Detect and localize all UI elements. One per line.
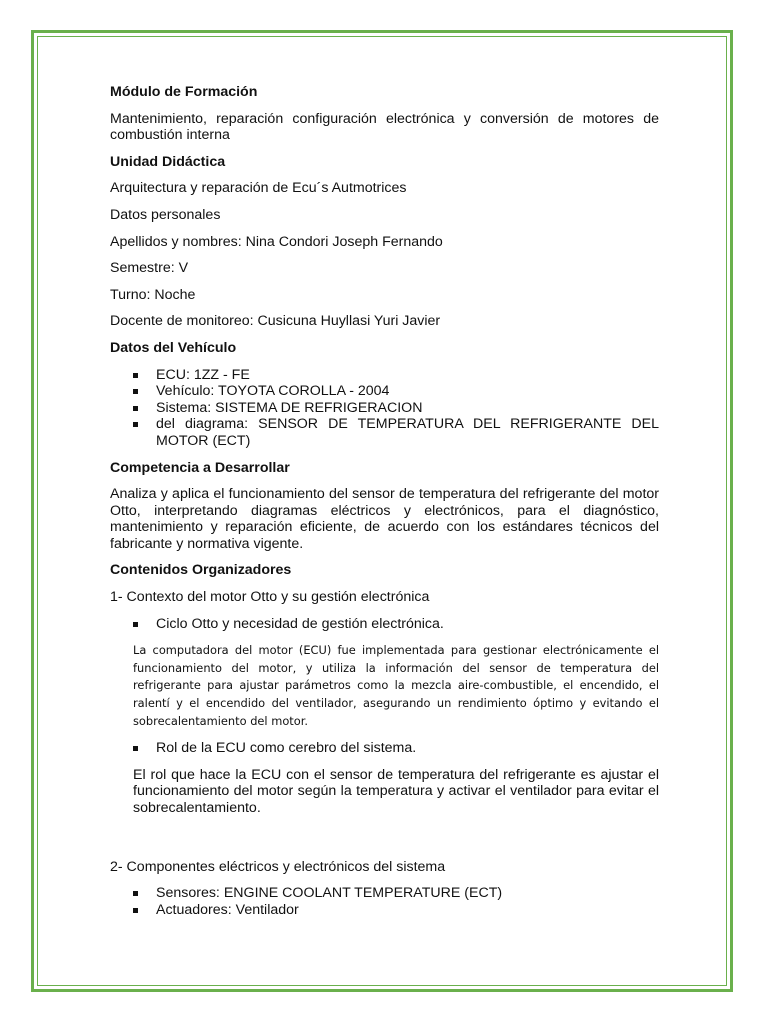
section1-paragraph-2: El rol que hace la ECU con el sensor de temperatura del refrigerante es ajustar el funcionamiento del motor según la temperatura y activar el ventilador para evitar el sobrecalentamiento. [133, 766, 659, 816]
section1-title: 1- Contexto del motor Otto y su gestión electrónica [110, 589, 430, 606]
list-item [110, 616, 659, 633]
section1-paragraph-1: La computadora del motor (ECU) fue implementada para gestionar electrónicamente el funcionamiento del motor, y utiliza la información del sensor de temperatura del refrigerante para ajustar parámetros como la mezcla aire-combustible, el encendido, el ralentí y el encendido del ventilador, asegurando un rendimiento óptimo y evitando el sobrecalentamiento del motor. [133, 643, 659, 728]
list-item [110, 416, 659, 449]
vehiculo-list [110, 367, 659, 450]
square-bullet-icon [133, 908, 138, 913]
square-bullet-icon [133, 406, 138, 411]
docente: Docente de monitoreo: Cusicuna Huyllasi Yuri Javier [110, 313, 441, 330]
square-bullet-icon [133, 389, 138, 394]
contenidos-heading: Contenidos Organizadores [110, 562, 292, 579]
list-item-text: Sensores: ENGINE COOLANT TEMPERATURE (ECT) [156, 885, 503, 902]
square-bullet-icon [133, 373, 138, 378]
section2-list [110, 885, 659, 918]
list-item-text: ECU: 1ZZ - FE [156, 366, 250, 383]
list-item [110, 383, 659, 400]
square-bullet-icon [133, 746, 138, 751]
apellidos: Apellidos y nombres: Nina Condori Joseph Fernando [110, 233, 443, 250]
list-item-text: Ciclo Otto y necesidad de gestión electrónica. [156, 615, 444, 632]
list-item-text: Sistema: SISTEMA DE REFRIGERACION [156, 399, 423, 416]
section1-list-b [110, 740, 659, 757]
document-content [110, 84, 659, 928]
vehiculo-heading: Datos del Vehículo [110, 339, 237, 356]
list-item-text: Rol de la ECU como cerebro del sistema. [156, 740, 417, 757]
list-item [110, 885, 659, 902]
list-item [110, 367, 659, 384]
list-item [110, 740, 659, 757]
list-item [110, 902, 659, 919]
list-item-text: Vehículo: TOYOTA COROLLA - 2004 [156, 383, 390, 400]
unidad-heading: Unidad Didáctica [110, 153, 226, 170]
competencia-heading: Competencia a Desarrollar [110, 459, 290, 476]
square-bullet-icon [133, 891, 138, 896]
competencia-text: Analiza y aplica el funcionamiento del sensor de temperatura del refrigerante del motor Otto, interpretando diagramas eléctricos y electrónicos, para el diagnóstico, mantenimiento y reparación eficiente, de acuerdo con los estándares técnicos del fabricante y normativa vigente. [110, 486, 659, 552]
list-item-text: Actuadores: Ventilador [156, 901, 299, 918]
section1-list-a [110, 616, 659, 633]
list-item [110, 400, 659, 417]
spacer [110, 827, 659, 859]
square-bullet-icon [133, 422, 138, 427]
modulo-text: Mantenimiento, reparación configuración electrónica y conversión de motores de combustión interna [110, 110, 659, 144]
section2-title: 2- Componentes eléctricos y electrónicos del sistema [110, 858, 446, 875]
list-item-text: del diagrama: SENSOR DE TEMPERATURA DEL REFRIGERANTE DEL MOTOR (ECT) [156, 416, 659, 449]
square-bullet-icon [133, 622, 138, 627]
semestre: Semestre: V [110, 260, 189, 277]
unidad-text: Arquitectura y reparación de Ecu´s Autmotrices [110, 180, 407, 197]
modulo-heading: Módulo de Formación [110, 84, 258, 100]
datos-personales: Datos personales [110, 206, 221, 223]
turno: Turno: Noche [110, 286, 196, 303]
